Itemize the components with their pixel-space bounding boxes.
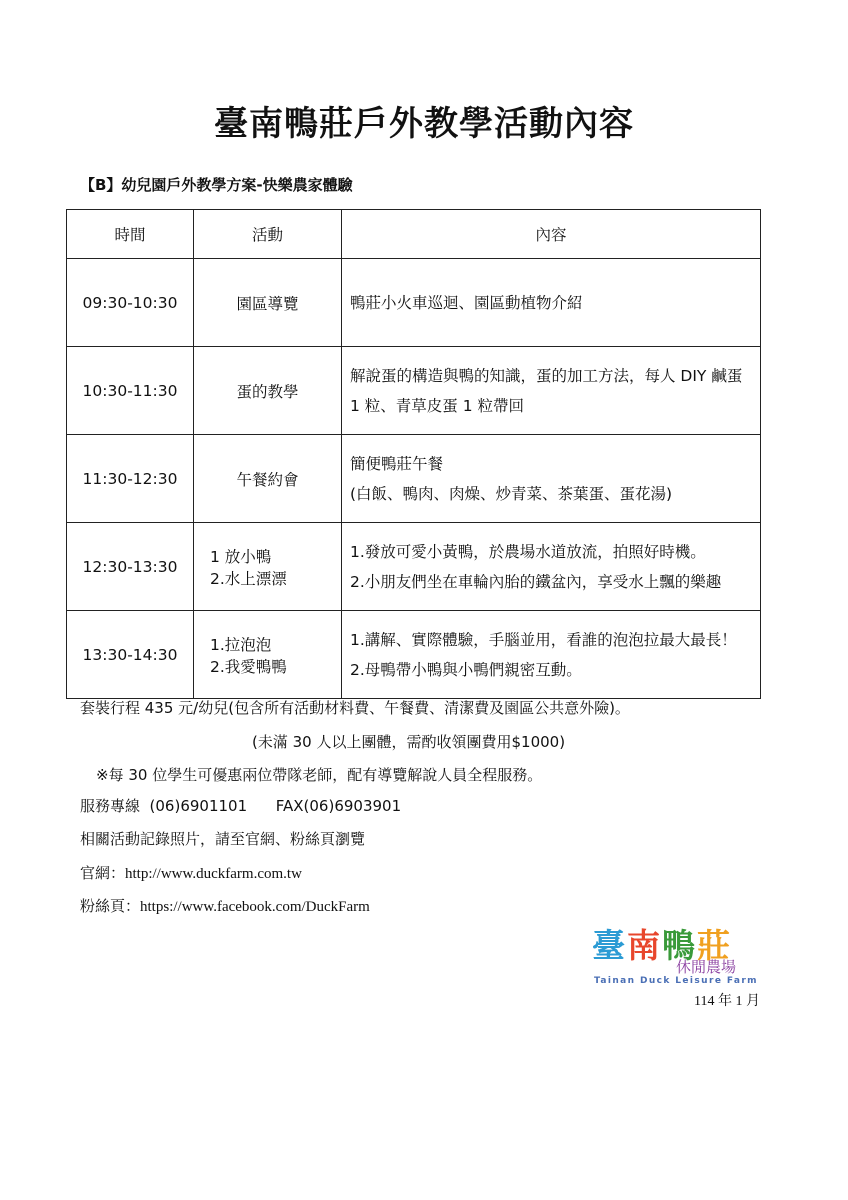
content-line: (白飯、鴨肉、肉燥、炒青菜、茶葉蛋、蛋花湯) — [350, 484, 673, 503]
plan-subtitle: 【B】幼兒園戶外教學方案-快樂農家體驗 — [80, 176, 353, 194]
schedule-table — [66, 209, 761, 699]
activity-line: 2.水上漂漂 — [210, 569, 287, 588]
page-title: 臺南鴨莊戶外教學活動內容 — [214, 104, 634, 144]
group-fee-note: (未滿 30 人以上團體，需酌收領團費用$1000) — [252, 733, 566, 751]
row-activity — [194, 259, 342, 347]
activity-line: 1 放小鴨 — [210, 547, 272, 566]
phone-note: 服務專線 (06)6901101 FAX(06)6903901 — [80, 797, 402, 815]
issue-date: 114 年 1 月 — [694, 994, 760, 1009]
teacher-note: ※每 30 位學生可優惠兩位帶隊老師，配有導覽解說人員全程服務。 — [96, 766, 543, 784]
fanpage-link[interactable]: https://www.facebook.com/DuckFarm — [140, 899, 370, 915]
row-time: 12:30-13:30 — [67, 523, 194, 611]
fanpage-line — [80, 895, 370, 916]
row-content — [342, 611, 761, 699]
photos-note: 相關活動記錄照片，請至官網、粉絲頁瀏覽 — [80, 830, 366, 848]
row-activity — [194, 435, 342, 523]
activity-line: 蛋的教學 — [236, 382, 299, 401]
farm-logo — [592, 920, 772, 986]
content-line: 2.小朋友們坐在車輪內胎的鐵盆內，享受水上飄的樂趣 — [350, 572, 722, 591]
activity-line: 園區導覽 — [236, 294, 299, 313]
logo-char: 南 — [627, 926, 662, 965]
header-time: 時間 — [67, 210, 194, 259]
table-row — [67, 347, 761, 435]
website-line — [80, 862, 302, 883]
content-line: 1 粒、青草皮蛋 1 粒帶回 — [350, 396, 525, 415]
activity-line: 1.拉泡泡 — [210, 635, 272, 654]
table-row — [67, 259, 761, 347]
row-activity — [194, 523, 342, 611]
row-time: 09:30-10:30 — [67, 259, 194, 347]
row-time: 13:30-14:30 — [67, 611, 194, 699]
content-line: 簡便鴨莊午餐 — [350, 454, 444, 473]
price-note: 套裝行程 435 元/幼兒(包含所有活動材料費、午餐費、清潔費及園區公共意外險)。 — [80, 699, 630, 717]
row-content — [342, 435, 761, 523]
website-label: 官網： — [80, 864, 126, 882]
table-header-row — [67, 210, 761, 259]
row-activity — [194, 611, 342, 699]
header-activity: 活動 — [194, 210, 342, 259]
table-row — [67, 611, 761, 699]
table-row — [67, 523, 761, 611]
content-line: 1.講解、實際體驗，手腦並用，看誰的泡泡拉最大最長！ — [350, 630, 737, 649]
logo-char: 莊 — [697, 926, 732, 965]
content-line: 1.發放可愛小黃鴨，於農場水道放流，拍照好時機。 — [350, 542, 706, 561]
logo-char: 臺 — [592, 926, 627, 965]
row-activity — [194, 347, 342, 435]
website-link[interactable]: http://www.duckfarm.com.tw — [125, 866, 302, 882]
row-time: 10:30-11:30 — [67, 347, 194, 435]
row-content — [342, 523, 761, 611]
content-line: 解說蛋的構造與鴨的知識，蛋的加工方法，每人 DIY 鹹蛋 — [350, 366, 743, 385]
header-content: 內容 — [342, 210, 761, 259]
activity-line: 2.我愛鴨鴨 — [210, 657, 287, 676]
table-row — [67, 435, 761, 523]
logo-english: Tainan Duck Leisure Farm — [594, 976, 758, 986]
content-line: 鴨莊小火車巡迴、園區動植物介紹 — [350, 293, 583, 312]
row-content — [342, 259, 761, 347]
fanpage-label: 粉絲頁： — [80, 897, 141, 915]
logo-char: 鴨 — [662, 926, 697, 965]
row-content — [342, 347, 761, 435]
activity-line: 午餐約會 — [236, 470, 299, 489]
logo-subtitle: 休閒農場 — [676, 958, 737, 976]
content-line: 2.母鴨帶小鴨與小鴨們親密互動。 — [350, 660, 582, 679]
row-time: 11:30-12:30 — [67, 435, 194, 523]
